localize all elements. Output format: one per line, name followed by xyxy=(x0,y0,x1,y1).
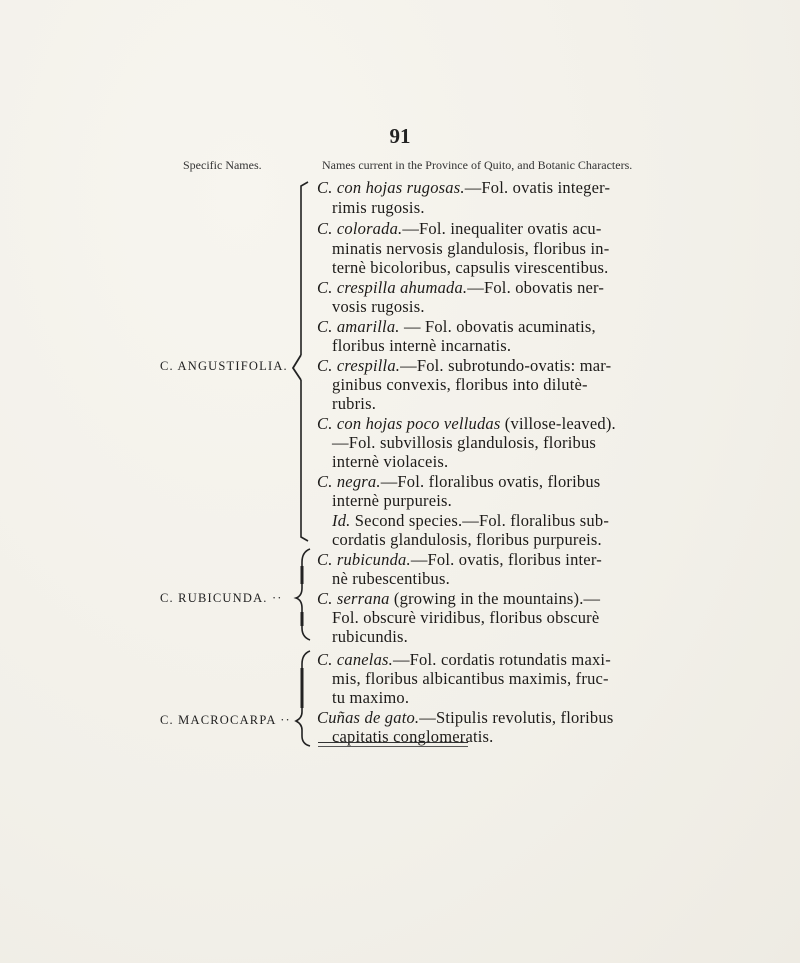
specific-name-macrocarpa: C. MACROCARPA ·· xyxy=(160,713,291,727)
entry-line: C. negra.—Fol. floralibus ovatis, floribus xyxy=(317,472,601,491)
entry-line: rimis rugosis. xyxy=(332,198,425,217)
rubicunda-brace xyxy=(296,549,310,640)
entry-line: ternè bicoloribus, capsulis virescentibus. xyxy=(332,258,609,277)
entry-line: C. canelas.—Fol. cordatis rotundatis maxi- xyxy=(317,650,611,669)
entry-line: C. crespilla ahumada.—Fol. obovatis ner- xyxy=(317,278,605,297)
entry-line: nè rubescentibus. xyxy=(332,569,450,588)
entry-line: capitatis conglomeratis. xyxy=(332,727,494,746)
entry-line: internè violaceis. xyxy=(332,452,449,471)
specific-name-angustifolia: C. ANGUSTIFOLIA. xyxy=(160,359,288,373)
entry-line: vosis rugosis. xyxy=(332,297,425,316)
entry-line: rubris. xyxy=(332,394,377,413)
entry-line: Cuñas de gato.—Stipulis revolutis, floribus xyxy=(317,708,614,727)
entry-line: tu maximo. xyxy=(332,688,410,707)
specific-name-rubicunda: C. RUBICUNDA. ·· xyxy=(160,591,283,605)
entry-line: —Fol. subvillosis glandulosis, floribus xyxy=(332,433,597,452)
page-number: 91 xyxy=(389,124,411,148)
entry-line: C. con hojas rugosas.—Fol. ovatis integer- xyxy=(317,178,611,197)
entry-line: C. crespilla.—Fol. subrotundo-ovatis: mar- xyxy=(317,356,612,375)
entry-line: C. colorada.—Fol. inequaliter ovatis acu- xyxy=(317,219,602,238)
header-specific-names: Specific Names. xyxy=(183,158,262,172)
entry-line: Fol. obscurè viridibus, floribus obscurè xyxy=(332,608,600,627)
entry-line: mis, floribus albicantibus maximis, fruc- xyxy=(332,669,609,688)
entry-line: C. amarilla. — Fol. obovatis acuminatis, xyxy=(317,317,596,336)
entry-line: cordatis glandulosis, floribus purpureis. xyxy=(332,530,602,549)
entry-line: C. con hojas poco velludas (villose-leaved). xyxy=(317,414,616,433)
entry-line: Id. Second species.—Fol. floralibus sub- xyxy=(332,511,610,530)
entry-line: floribus internè incarnatis. xyxy=(332,336,512,355)
angustifolia-brace xyxy=(293,182,308,541)
entry-line: internè purpureis. xyxy=(332,491,452,510)
entry-line: C. rubicunda.—Fol. ovatis, floribus inter- xyxy=(317,550,602,569)
macrocarpa-brace xyxy=(296,651,310,746)
header-names-current: Names current in the Province of Quito, and Botanic Characters. xyxy=(322,158,633,172)
entry-line: ginibus convexis, floribus into dilutè- xyxy=(332,375,588,394)
entry-line: C. serrana (growing in the mountains).— xyxy=(317,589,601,608)
entry-line: minatis nervosis glandulosis, floribus in- xyxy=(332,239,610,258)
closing-rule xyxy=(318,742,468,747)
entry-line: rubicundis. xyxy=(332,627,408,646)
